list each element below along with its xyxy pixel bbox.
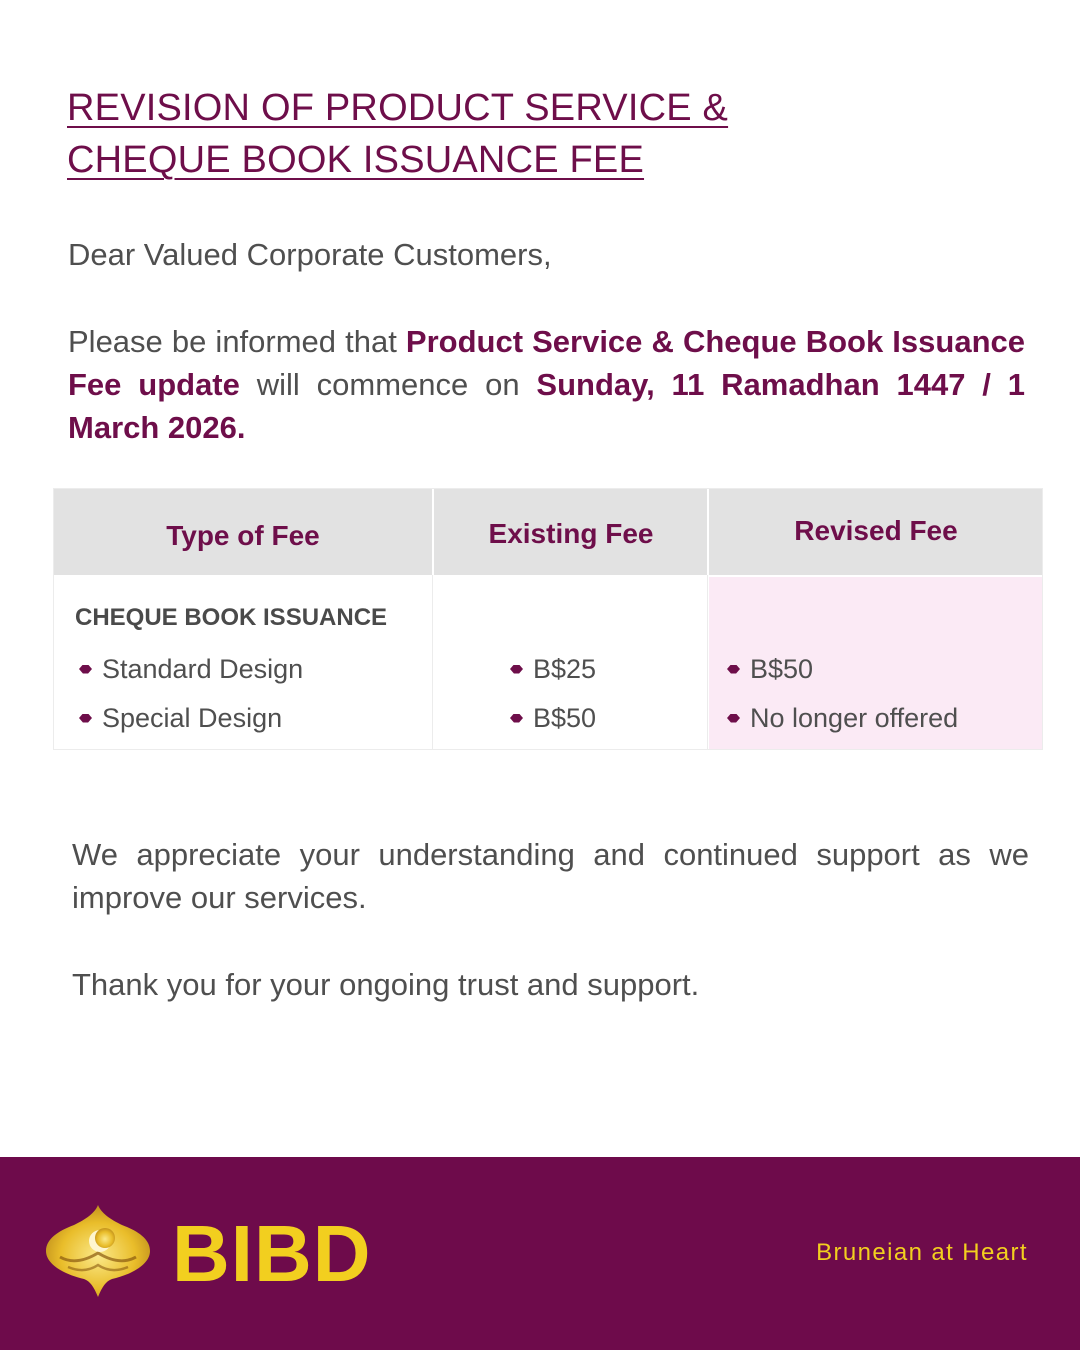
table-cell-existing (510, 700, 596, 736)
bullet-icon (510, 714, 523, 723)
table-cell-type (79, 700, 282, 736)
column-divider-line (432, 575, 433, 749)
brand-tagline: Bruneian at Heart (816, 1239, 1028, 1266)
bibd-logo-icon (44, 1203, 152, 1299)
intro-text-2: will commence on (239, 367, 537, 402)
bullet-icon (727, 665, 740, 674)
closing-paragraph: We appreciate your understanding and continued support as we improve our services. (72, 837, 1029, 915)
greeting: Dear Valued Corporate Customers, (68, 237, 552, 272)
intro-paragraph (68, 320, 1025, 449)
bullet-icon (727, 714, 740, 723)
table-cell-existing (510, 651, 596, 687)
intro-highlight-date: Sunday, 11 Ramadhan 1447 / 1 March 2026. (68, 367, 1025, 445)
notice-title (67, 82, 827, 186)
revised-fee-value: B$50 (750, 653, 814, 684)
bullet-icon (79, 665, 92, 674)
existing-fee-value: B$50 (533, 702, 597, 733)
bullet-icon (510, 665, 523, 674)
column-divider-line (707, 575, 708, 749)
revised-fee-value: No longer offered (750, 702, 959, 733)
title-line-1: REVISION OF PRODUCT SERVICE & (67, 87, 729, 129)
fee-type-label: Standard Design (102, 653, 304, 684)
table-header-row (54, 489, 1042, 575)
header-revised-fee: Revised Fee (794, 515, 958, 546)
table-cell-type (79, 651, 303, 687)
title-line-2: CHEQUE BOOK ISSUANCE FEE (67, 139, 645, 181)
table-cell-revised (727, 651, 813, 687)
intro-highlight-fee-update: Product Service & Cheque Book Issuance Fee update (68, 324, 1025, 402)
header-existing-fee: Existing Fee (488, 518, 654, 549)
group-label-cheque-book: CHEQUE BOOK ISSUANCE (75, 604, 388, 631)
thanks-line: Thank you for your ongoing trust and support. (72, 967, 700, 1002)
existing-fee-value: B$25 (533, 653, 597, 684)
header-type-of-fee: Type of Fee (166, 520, 320, 551)
fee-type-label: Special Design (102, 702, 283, 733)
table-cell-revised (727, 700, 958, 736)
brand-wordmark: BIBD (172, 1209, 372, 1298)
intro-text-1: Please be informed that (68, 324, 406, 359)
bullet-icon (79, 714, 92, 723)
footer-banner (0, 1157, 1080, 1350)
